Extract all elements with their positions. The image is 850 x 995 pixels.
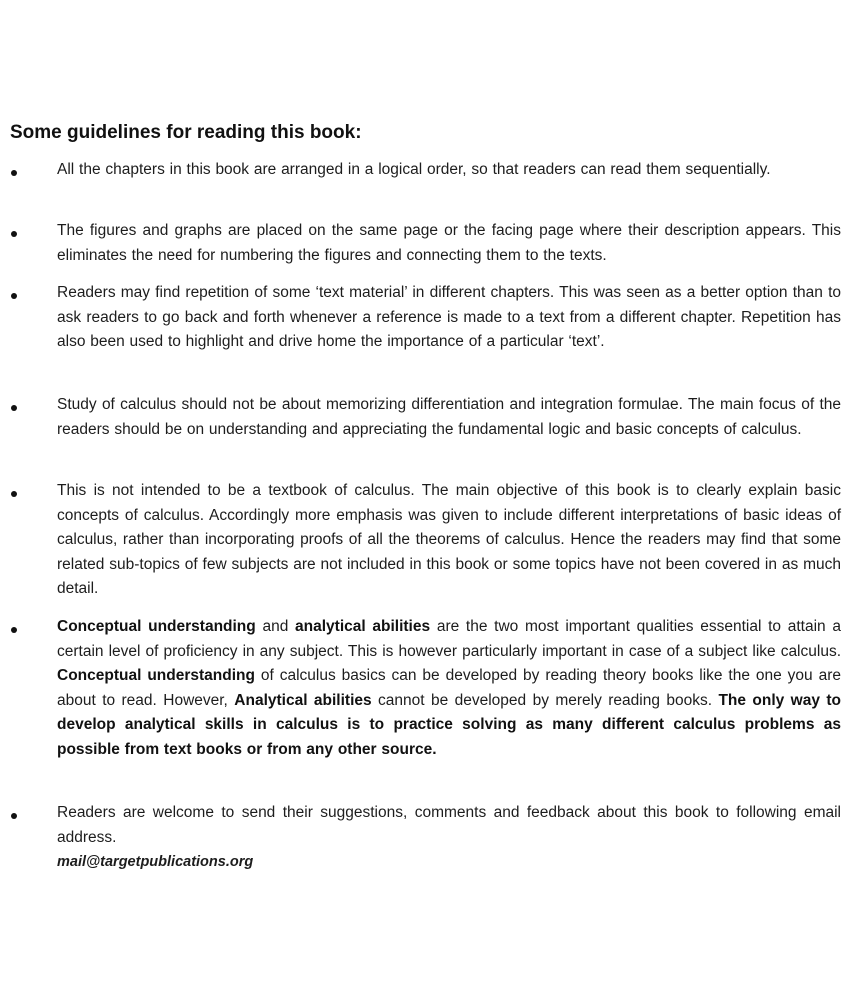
body-text: and (255, 618, 296, 635)
body-text: of calculus basics can be developed by reading theory books like the one you are about to read. However, (57, 667, 841, 709)
email-link[interactable]: mail@targetpublications.org (57, 854, 254, 871)
bullet-dot-icon (11, 293, 17, 299)
list-item-text: Study of calculus should not be about memorizing differentiation and integration formulae. The main focus of the readers should be on understanding and appreciating the fundamental logic and basic concepts of calculus. (57, 396, 841, 438)
body-text: are the two most important qualities essential to attain a certain level of proficiency in any subject. This is however particularly important in case of a subject like calculus. (57, 618, 841, 660)
list-item-text (57, 615, 841, 763)
body-text: cannot be developed by merely reading books. (371, 691, 719, 709)
list-item-text: This is not intended to be a textbook of calculus. The main objective of this book is to clearly explain basic concepts of calculus. Accordingly more emphasis was given to include different interpretations of basic ideas of calculus, rather than incorporating proofs of all the theorems of calculus. Hence the readers may find that some related sub-topics of few subjects are not included in this book or some topics have not been covered in as much detail. (57, 482, 841, 598)
bullet-dot-icon (11, 170, 17, 176)
bullet-dot-icon (11, 491, 17, 497)
bullet-dot-icon (11, 405, 17, 411)
emphasis-text: analytical abilities (295, 618, 431, 635)
bullet-dot-icon (11, 627, 17, 633)
bullet-dot-icon (11, 813, 17, 819)
emphasis-text: Conceptual understanding (57, 618, 256, 635)
list-item-text: The figures and graphs are placed on the same page or the facing page where their description appears. This eliminates the need for numbering the figures and connecting them to the texts. (57, 222, 841, 264)
page-heading: Some guidelines for reading this book: (10, 122, 362, 143)
emphasis-text: Conceptual understanding (57, 667, 255, 685)
list-item-text: All the chapters in this book are arranged in a logical order, so that readers can read them sequentially. (57, 161, 771, 178)
emphasis-text: Analytical abilities (234, 691, 372, 709)
bullet-dot-icon (11, 231, 17, 237)
body-text: Readers are welcome to send their suggestions, comments and feedback about this book to following email address. (57, 804, 841, 846)
list-item-text: Readers may find repetition of some ‘text material’ in different chapters. This was seen as a better option than to ask readers to go back and forth whenever a reference is made to a text from a different chapter. Repetition has also been used to highlight and drive home the importance of a particular ‘text’. (57, 284, 841, 351)
list-item-text (57, 801, 841, 875)
emphasis-text: The only way to develop analytical skills in calculus is to practice solving as many different calculus problems as possible from text books or from any other source. (57, 691, 842, 758)
